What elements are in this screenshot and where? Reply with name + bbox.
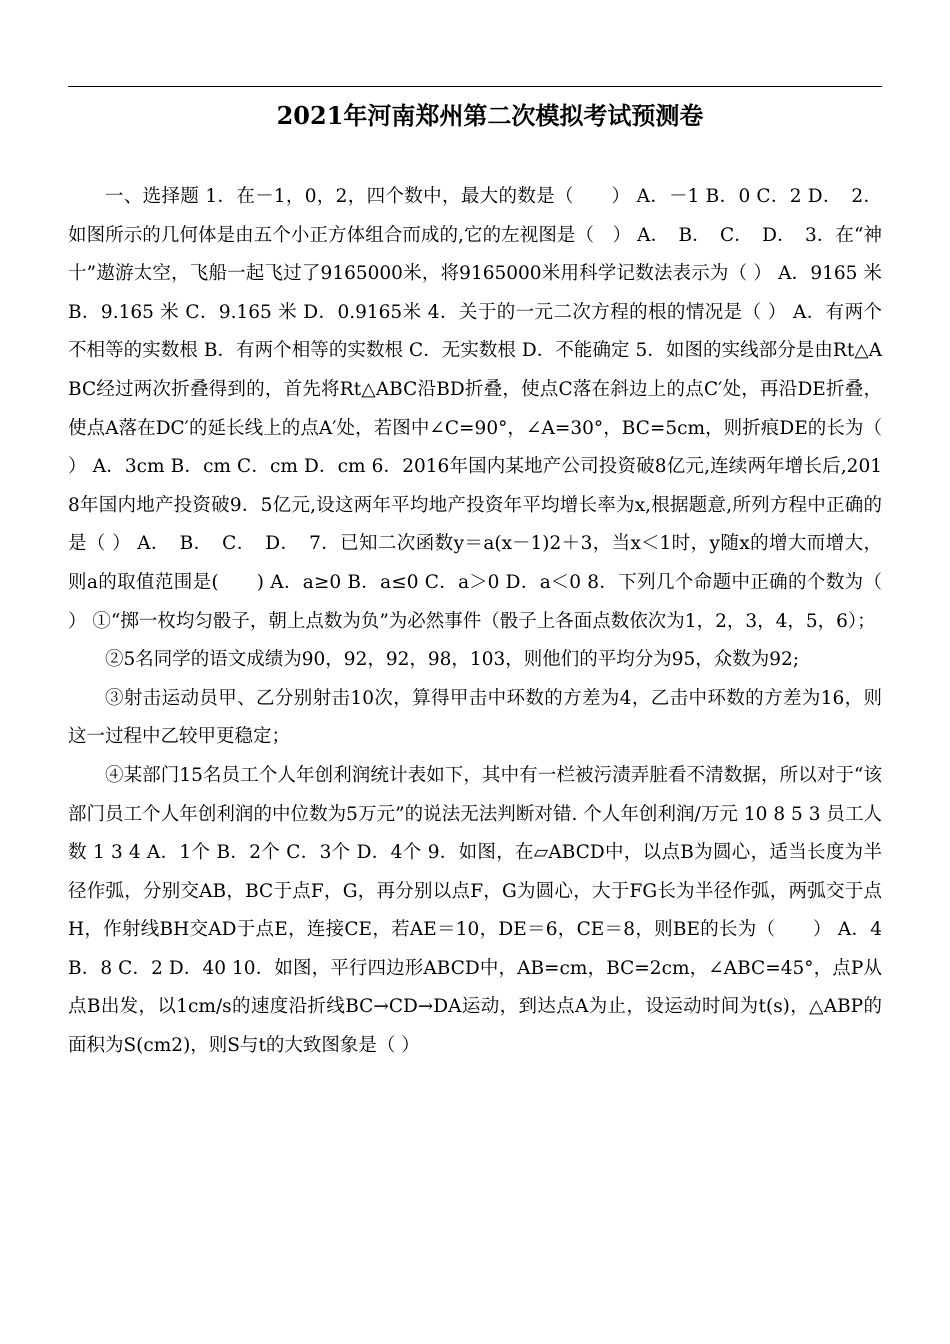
header-rule	[68, 86, 882, 87]
paragraph-statement-2: ②5名同学的语文成绩为90，92，92，98，103，则他们的平均分为95，众数为92;	[105, 649, 800, 671]
document-body	[68, 178, 882, 1066]
paragraph-questions-1-8: 一、选择题 1．在－1，0，2，四个数中，最大的数是（ ） A．－1 B．0 C．2 D． 2．如图所示的几何体是由五个小正方体组合而成的,它的左视图是（ ） A． B． C． D． 3．在“神十”遨游太空，飞船一起飞过了9165000米，将9165000米用科学记数法表示为（ ） A．9165 米 B．9.165 米 C．9.165 米 D．0.9165米 4．关于的一元二次方程的根的情况是（ ） A．有两个不相等的实数根 B．有两个相等的实数根 C．无实数根 D．不能确定 5．如图的实线部分是由Rt△ABC经过两次折叠得到的，首先将Rt△ABC沿BD折叠，使点C落在斜边上的点C′处，再沿DE折叠，使点A落在DC′的延长线上的点A′处，若图中∠C=90°，∠A=30°，BC=5cm，则折痕DE的长为（ ） A．3cm B．cm C．cm D．cm 6．2016年国内某地产公司投资破8亿元,连续两年增长后,2018年国内地产投资破9．5亿元,设这两年平均地产投资年平均增长率为x,根据题意,所列方程中正确的是（ ） A． B． C． D． 7．已知二次函数y＝a(x－1)2＋3，当x＜1时，y随x的增大而增大，则a的取值范围是( ) A．a≥0 B．a≤0 C．a＞0 D．a＜0 8．下列几个命题中正确的个数为（ ） ①“掷一枚均匀骰子，朝上点数为负”为必然事件（骰子上各面点数依次为1，2，3，4，5，6）；	[68, 186, 882, 632]
page-title: 2021年河南郑州第二次模拟考试预测卷	[276, 101, 704, 130]
paragraph-statement-4-questions-9-10: ④某部门15名员工个人年创利润统计表如下，其中有一栏被污渍弄脏看不清数据，所以对于“该部门员工个人年创利润的中位数为5万元”的说法无法判断对错. 个人年创利润/万元 10 8 5 3 员工人数 1 3 4 A．1个 B．2个 C．3个 D．4个 9．如图，在▱ABCD中，以点B为圆心，适当长度为半径作弧，分别交AB，BC于点F，G，再分别以点F，G为圆心，大于FG长为半径作弧，两弧交于点H，作射线BH交AD于点E，连接CE，若AE＝10，DE＝6，CE＝8，则BE的长为（ ） A．4 B．8 C．2 D．40 10．如图，平行四边形ABCD中，AB=cm，BC=2cm，∠ABC=45°，点P从点B出发，以1cm/s的速度沿折线BC→CD→DA运动，到达点A为止，设运动时间为t(s)，△ABP的面积为S(cm2)，则S与t的大致图象是（ ）	[68, 764, 882, 1057]
paragraph-statement-3: ③射击运动员甲、乙分别射击10次，算得甲击中环数的方差为4，乙击中环数的方差为16，则这一过程中乙较甲更稳定；	[68, 687, 882, 748]
